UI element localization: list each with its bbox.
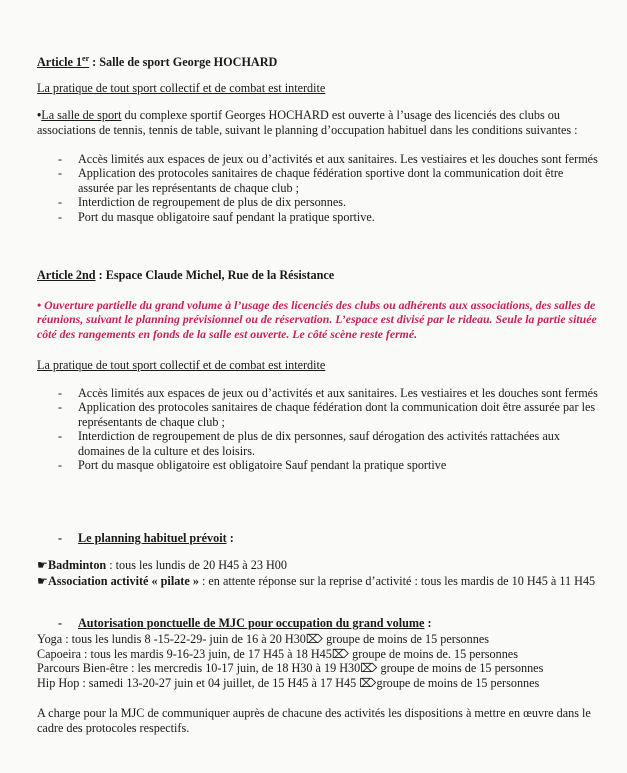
- pointing-hand-icon: ☛: [37, 558, 48, 572]
- list-item: - Port du masque obligatoire sauf pendant la pratique sportive.: [58, 209, 375, 224]
- list-item: - Application des protocoles sanitaires de chaque fédération dont la communication doit être assurée par les représentants de chaque club ;: [58, 400, 596, 429]
- article2-notice: • Ouverture partielle du grand volume à l’usage des licenciés des clubs ou adhérents aux associations, des salles de réunions, suivant le planning prévisionnel ou de réservation. L’espace est divisé par le rideau. Seule la partie située côté des rangements en fonds de la salle est ouverte. Le côté scène reste fermé.: [37, 298, 597, 341]
- article1-subtitle: La pratique de tout sport collectif et de combat est interdite: [37, 81, 326, 95]
- article2-list: [58, 386, 598, 472]
- planning-badminton: ☛Badminton : tous les lundis de 20 H45 à 23 H00: [37, 558, 287, 572]
- article1-heading: Article 1er : Salle de sport George HOCHARD: [37, 54, 278, 70]
- planning-heading: - Le planning habituel prévoit :: [58, 531, 234, 545]
- mjc-heading: - Autorisation ponctuelle de MJC pour occupation du grand volume :: [58, 616, 432, 630]
- list-item: - Accès limités aux espaces de jeux ou d’activités et aux sanitaires. Les vestiaires et les douches sont fermés: [58, 386, 598, 400]
- article2-heading: Article 2nd : Espace Claude Michel, Rue de la Résistance: [37, 268, 335, 282]
- list-item: - Port du masque obligatoire est obligatoire Sauf pendant la pratique sportive: [58, 458, 447, 473]
- mjc-schedule: [37, 632, 597, 690]
- list-item: - Accès limités aux espaces de jeux ou d’activités et aux sanitaires. Les vestiaires et les douches sont fermés: [58, 152, 598, 166]
- closing-paragraph: A charge pour la MJC de communiquer auprès de chacune des activités les dispositions à mettre en œuvre dans le cadre des protocoles respectifs.: [37, 706, 591, 735]
- list-item: - Application des protocoles sanitaires de chaque fédération sportive dont la communication doit être assurée par les représentants de chaque club ;: [58, 166, 564, 195]
- schedule-line: Parcours Bien-être : les mercredis 10-17 juin, de 18 H30 à 19 H30⌦ groupe de moins de 15 personnes: [37, 661, 544, 676]
- schedule-line: Yoga : tous les lundis 8 -15-22-29- juin de 16 à 20 H30⌦ groupe de moins de 15 personnes: [37, 632, 489, 646]
- list-item: - Interdiction de regroupement de plus de dix personnes.: [58, 195, 347, 210]
- article1-label: Article 1er: [37, 54, 90, 70]
- pointing-hand-icon: ☛: [37, 574, 48, 588]
- article1-list: [58, 152, 598, 224]
- planning-pilate: ☛Association activité « pilate » : en attente réponse sur la reprise d’activité : tous les mardis de 10 H45 à 11 H45: [37, 574, 596, 588]
- article1-intro: •La salle de sport du complexe sportif Georges HOCHARD est ouverte à l’usage des licenciés des clubs ou associations de tennis, tennis de table, suivant le planning d’occupation habituel dans les conditions suivantes :: [37, 108, 578, 137]
- list-item: - Interdiction de regroupement de plus de dix personnes, sauf dérogation des activités rattachées aux domaines de la culture et des loisirs.: [58, 429, 560, 458]
- schedule-line: Hip Hop : samedi 13-20-27 juin et 04 juillet, de 15 H45 à 17 H45 ⌦groupe de moins de 15 personnes: [37, 675, 540, 690]
- article2-subtitle: La pratique de tout sport collectif et de combat est interdite: [37, 358, 326, 372]
- schedule-line: Capoeira : tous les mardis 9-16-23 juin, de 17 H45 à 18 H45⌦ groupe de moins de. 15 personnes: [37, 646, 518, 661]
